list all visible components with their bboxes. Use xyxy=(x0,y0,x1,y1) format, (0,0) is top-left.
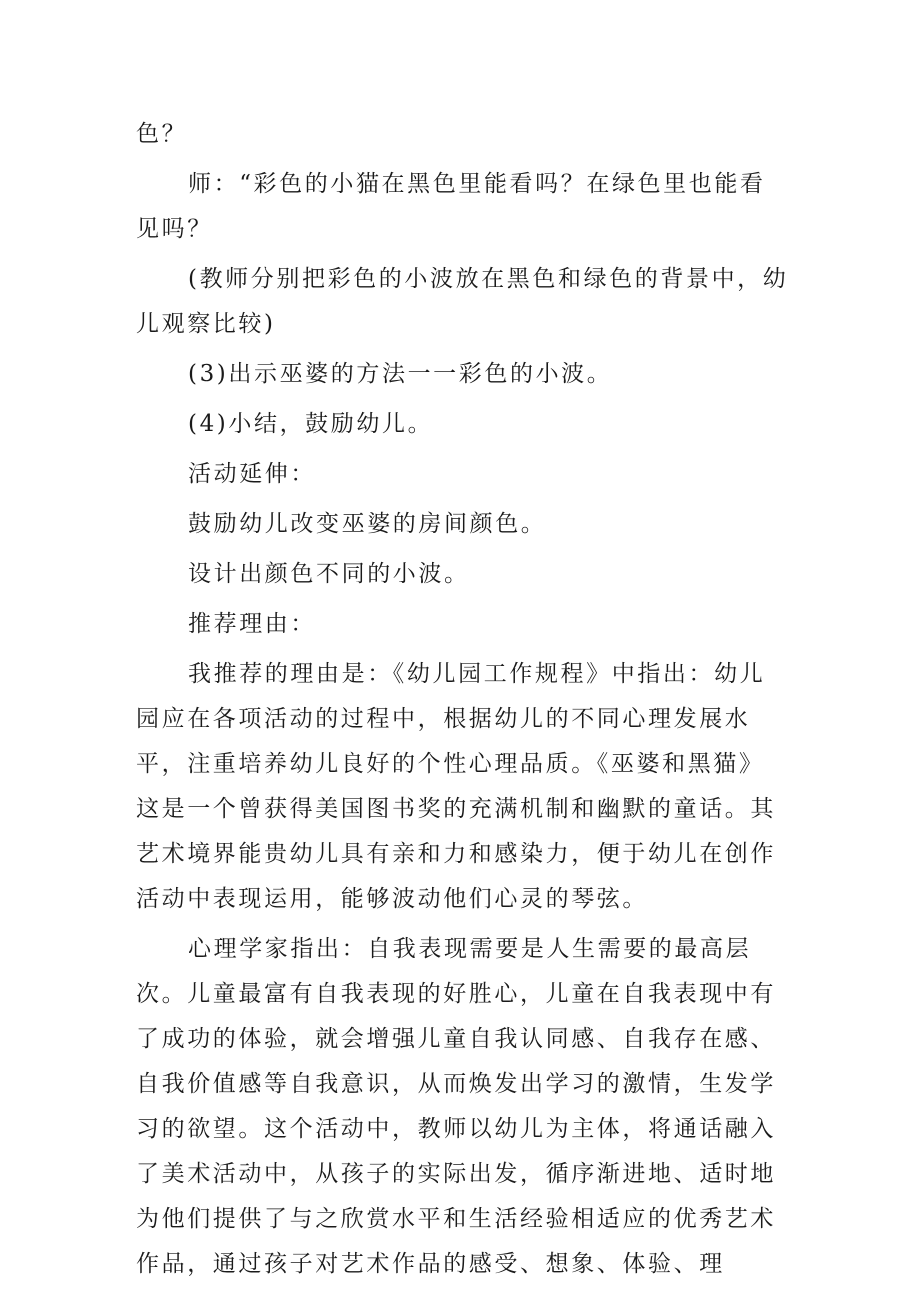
paragraph-reason-1: 我推荐的理由是：《幼儿园工作规程》中指出：幼儿园应在各项活动的过程中，根据幼儿的不同心理发展水平，注重培养幼儿良好的个性心理品质。《巫婆和黑猫》这是一个曾获得美国图书奖的充满机制和幽默的童话。其艺术境界能贵幼儿具有亲和力和感染力，便于幼儿在创作活动中表现运用，能够波动他们心灵的琴弦。 xyxy=(136,661,776,912)
paragraph-reason-2: 心理学家指出：自我表现需要是人生需要的最高层次。儿童最富有自我表现的好胜心，儿童在自我表现中有了成功的体验，就会增强儿童自我认同感、自我存在感、自我价值感等自我意识，从而焕发出学习的激情，生发学习的欲望。这个活动中，教师以幼儿为主体，将通话融入了美术活动中，从孩子的实际出发，循序渐进地、适时地为他们提供了与之欣赏水平和生活经验相适应的优秀艺术作品，通过孩子对艺术作品的感受、想象、体验、理 xyxy=(136,936,776,1277)
paragraph-extension-2: 设计出颜色不同的小波。 xyxy=(188,561,470,587)
paragraph-teacher-question: 师：“彩色的小猫在黑色里能看吗？在绿色里也能看见吗？ xyxy=(136,171,766,242)
paragraph-step-4: (4)小结，鼓励幼儿。 xyxy=(188,411,434,437)
paragraph-continuation: 色？ xyxy=(136,121,188,147)
paragraph-extension-1: 鼓励幼儿改变巫婆的房间颜色。 xyxy=(188,511,547,537)
paragraph-extension-heading: 活动延伸： xyxy=(188,461,316,487)
paragraph-reason-heading: 推荐理由： xyxy=(188,611,316,637)
paragraph-observation: (教师分别把彩色的小波放在黑色和绿色的背景中，幼儿观察比较) xyxy=(136,266,789,337)
paragraph-step-3: (3)出示巫婆的方法一一彩色的小波。 xyxy=(188,361,613,387)
document-page xyxy=(136,112,790,1287)
